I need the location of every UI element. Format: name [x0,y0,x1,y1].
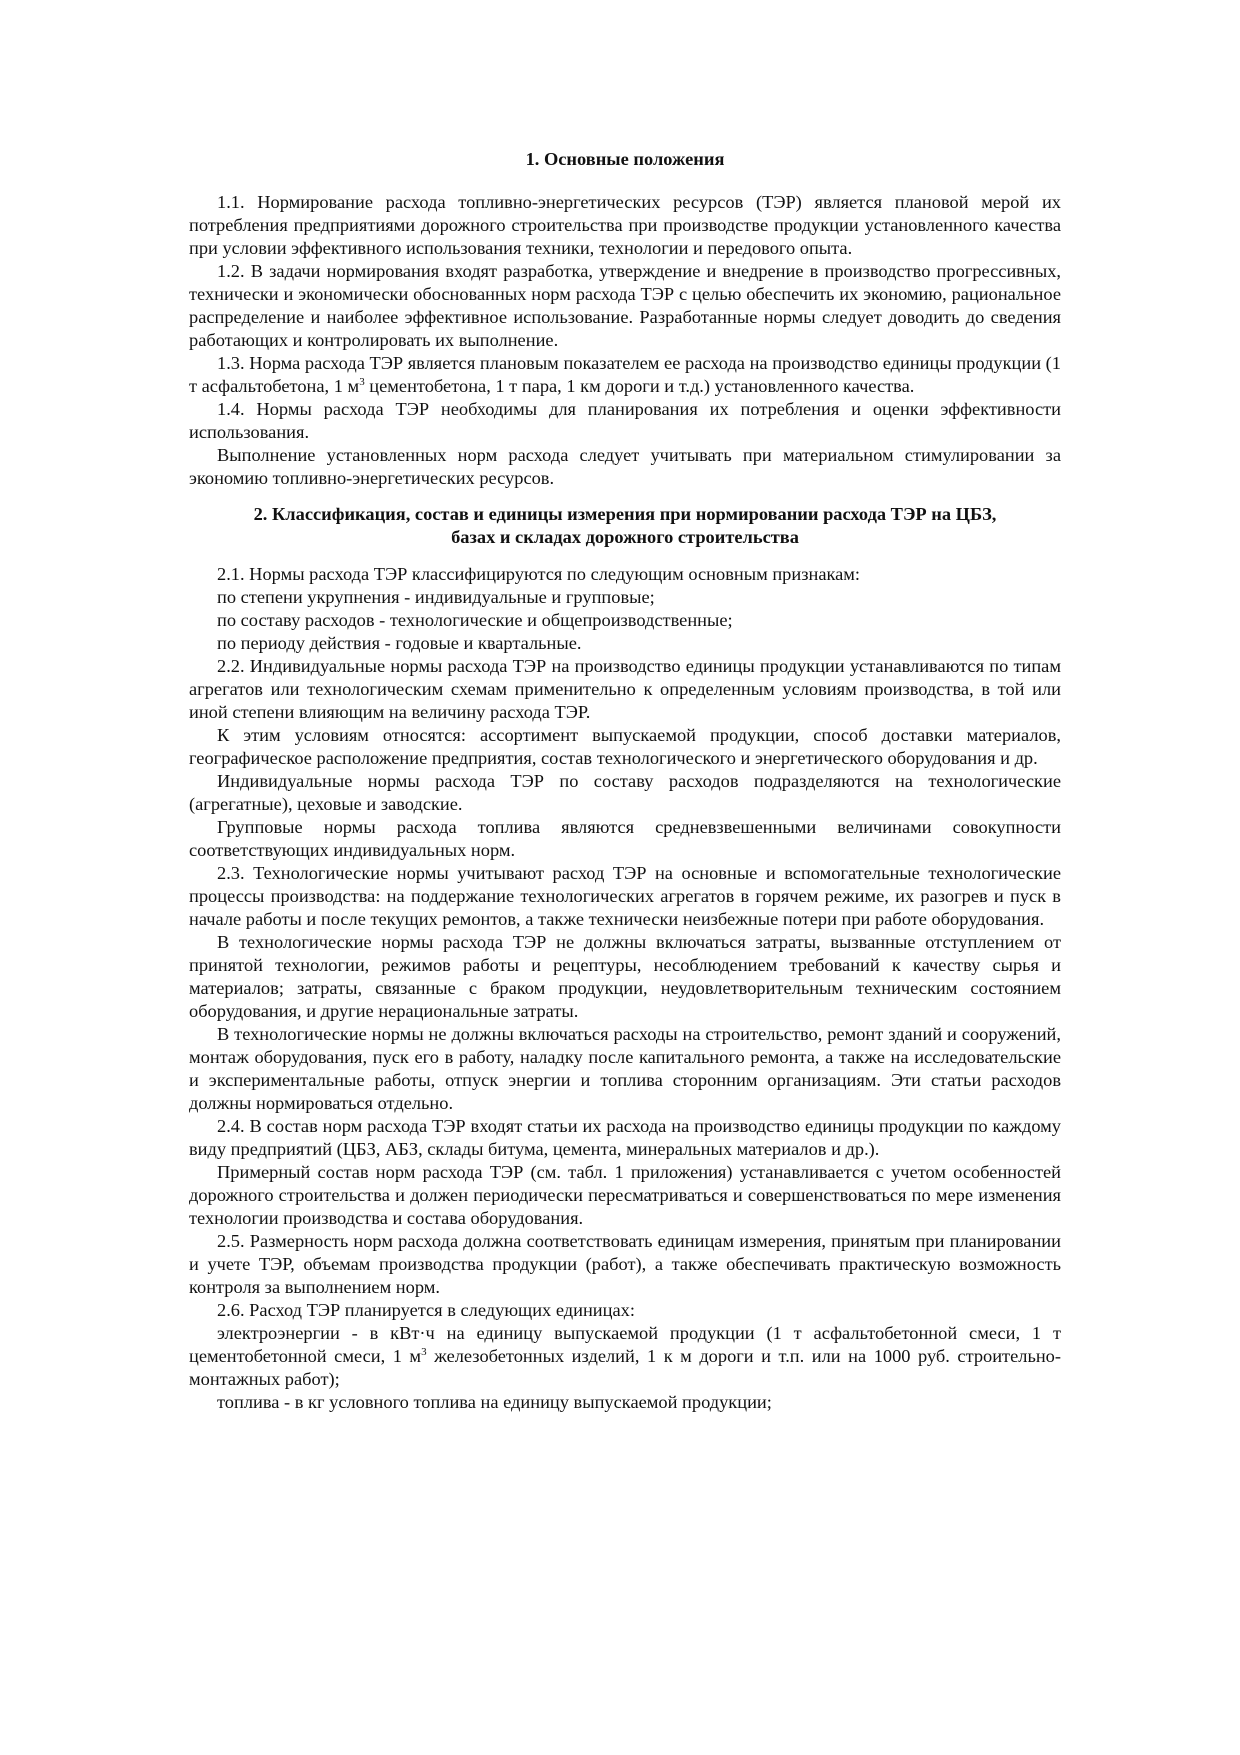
paragraph-1-3-text-a: 1.3. Норма расхода ТЭР является плановым показателем ее расхода на производство единицы продукции (1 т асфальтобетона, 1 м [189,353,1061,396]
section-1-title: 1. Основные положения [525,149,725,169]
paragraph-1-5: Выполнение установленных норм расхода следует учитывать при материальном стимулировании за экономию топливно-энергетических ресурсов. [189,445,1061,488]
paragraph-2-1: 2.1. Нормы расхода ТЭР классифицируются по следующим основным признакам: [217,564,861,584]
paragraph-2-1-item-2: по составу расходов - технологические и общепроизводственные; [217,610,733,630]
paragraph-2-5: 2.5. Размерность норм расхода должна соответствовать единицам измерения, принятым при планировании и учете ТЭР, объемам производства продукции (работ), а также обеспечивать практическую возможность контроля за выполнением норм. [189,1231,1061,1297]
paragraph-2-4-composition: Примерный состав норм расхода ТЭР (см. табл. 1 приложения) устанавливается с учетом особенностей дорожного строительства и должен периодически пересматриваться и совершенствоваться по мере изменения технологии производства и состава оборудования. [189,1162,1061,1228]
paragraph-2-6-electricity-text-a: электроэнергии - в кВт·ч на единицу выпускаемой продукции (1 т асфальтобетонной смеси, 1 т цементобетонной смеси, 1 м [189,1323,1061,1366]
superscript-cube: 3 [359,376,365,388]
paragraph-2-4: 2.4. В состав норм расхода ТЭР входят статьи их расхода на производство единицы продукции по каждому виду предприятий (ЦБЗ, АБЗ, склады битума, цемента, минеральных материалов и др.). [189,1116,1061,1159]
paragraph-2-6: 2.6. Расход ТЭР планируется в следующих единицах: [217,1300,635,1320]
paragraph-2-3: 2.3. Технологические нормы учитывают расход ТЭР на основные и вспомогательные технологические процессы производства: на поддержание технологических агрегатов в горячем режиме, их разогрев и пуск в начале работы и после текущих ремонтов, а также технически неизбежные потери при работе оборудования. [189,863,1061,929]
paragraph-1-3 [189,352,1061,398]
paragraph-2-6-fuel: топлива - в кг условного топлива на единицу выпускаемой продукции; [217,1392,772,1412]
paragraph-2-1-item-3: по периоду действия - годовые и квартальные. [217,633,582,653]
paragraph-2-6-electricity [189,1322,1061,1391]
paragraph-2-3-other-costs: В технологические нормы не должны включаться расходы на строительство, ремонт зданий и сооружений, монтаж оборудования, пуск его в работу, наладку после капитального ремонта, а также на исследовательские и экспериментальные работы, отпуск энергии и топлива сторонним организациям. Эти статьи расходов должны нормироваться отдельно. [189,1024,1061,1113]
section-2-title-line-1: 2. Классификация, состав и единицы измерения при нормировании расхода ТЭР на ЦБЗ, [253,504,997,524]
paragraph-1-2: 1.2. В задачи нормирования входят разработка, утверждение и внедрение в производство прогрессивных, технически и экономически обоснованных норм расхода ТЭР с целью обеспечить их экономию, рациональное распределение и наиболее эффективное использование. Разработанные нормы следует доводить до сведения работающих и контролировать их выполнение. [189,261,1061,350]
superscript-cube-2: 3 [421,1346,427,1358]
paragraph-2-2-individual: Индивидуальные нормы расхода ТЭР по составу расходов подразделяются на технологические (агрегатные), цеховые и заводские. [189,771,1061,814]
document-page [189,148,1061,1414]
paragraph-2-3-exclusions: В технологические нормы расхода ТЭР не должны включаться затраты, вызванные отступлением от принятой технологии, режимов работы и рецептуры, несоблюдением требований к качеству сырья и материалов; затраты, связанные с браком продукции, неудовлетворительным техническим состоянием оборудования, и другие нерациональные затраты. [189,932,1061,1021]
paragraph-2-6-electricity-text-b: железобетонных изделий, 1 к м дороги и т.п. или на 1000 руб. строительно-монтажных работ); [189,1346,1061,1389]
paragraph-1-3-text-b: цементобетона, 1 т пара, 1 км дороги и т.д.) установленного качества. [364,376,915,396]
paragraph-1-1: 1.1. Нормирование расхода топливно-энергетических ресурсов (ТЭР) является плановой мерой их потребления предприятиями дорожного строительства при производстве продукции установленного качества при условии эффективного использования техники, технологии и передового опыта. [189,192,1061,258]
section-2-title [189,503,1061,549]
paragraph-2-2-group: Групповые нормы расхода топлива являются средневзвешенными величинами совокупности соответствующих индивидуальных норм. [189,817,1061,860]
paragraph-2-2-conditions: К этим условиям относятся: ассортимент выпускаемой продукции, способ доставки материалов, географическое расположение предприятия, состав технологического и энергетического оборудования и др. [189,725,1061,768]
paragraph-2-1-item-1: по степени укрупнения - индивидуальные и групповые; [217,587,655,607]
section-2-title-line-2: базах и складах дорожного строительства [451,527,799,547]
paragraph-1-4: 1.4. Нормы расхода ТЭР необходимы для планирования их потребления и оценки эффективности использования. [189,399,1061,442]
paragraph-2-2: 2.2. Индивидуальные нормы расхода ТЭР на производство единицы продукции устанавливаются по типам агрегатов или технологическим схемам применительно к определенным условиям производства, в той или иной степени влияющим на величину расхода ТЭР. [189,656,1061,722]
